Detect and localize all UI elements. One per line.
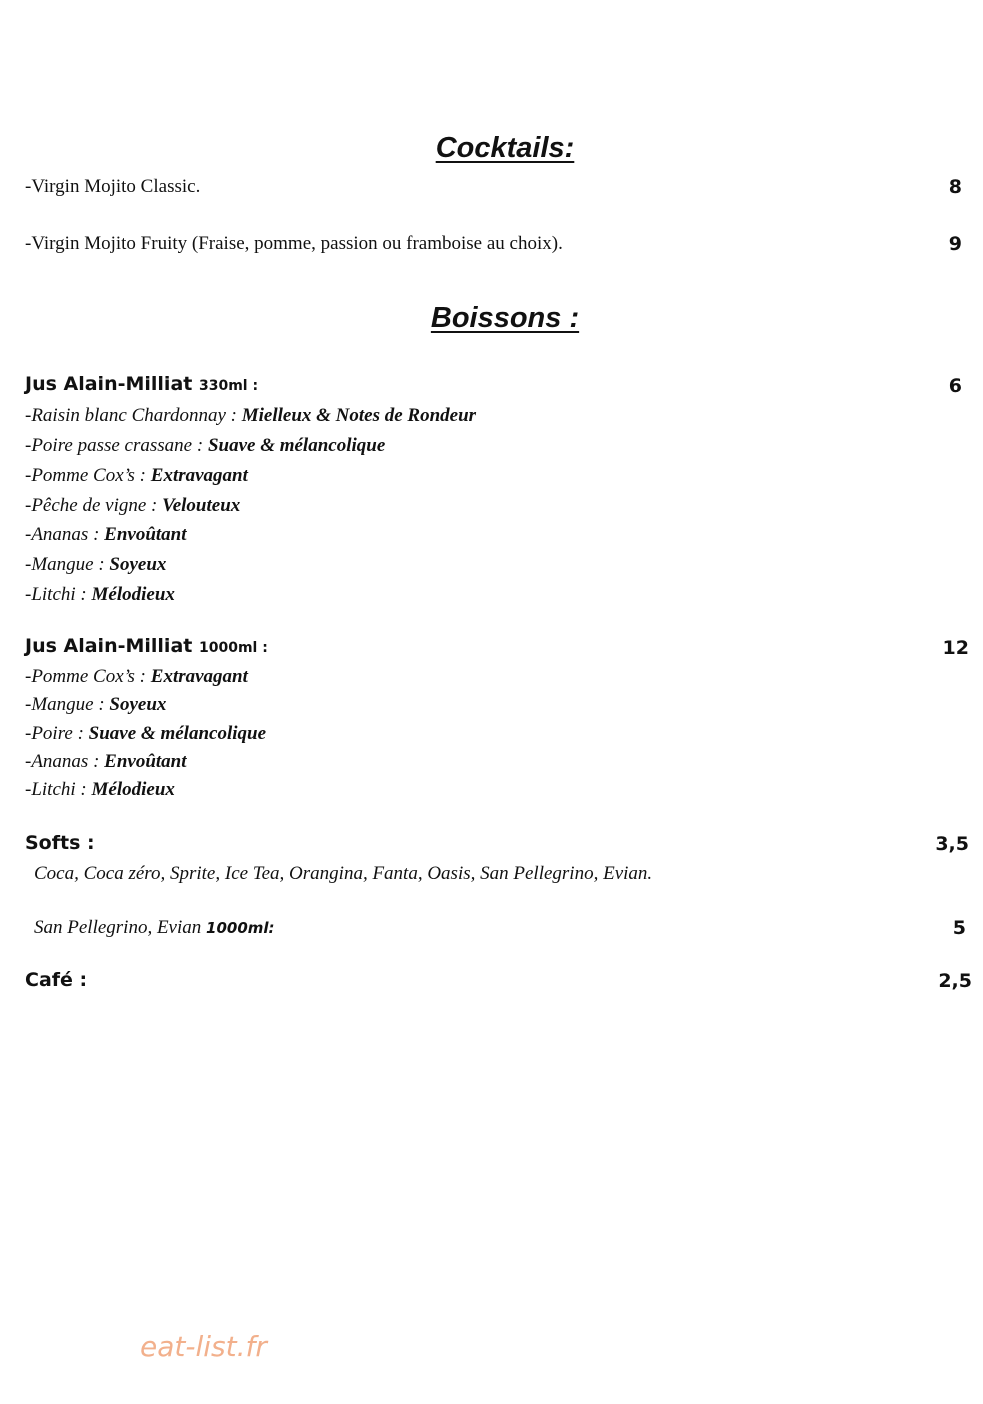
jus-330-item: -Poire passe crassane : Suave & mélancolique: [25, 435, 386, 456]
jus-330-price: 6: [948, 375, 962, 397]
softs-large-name: San Pellegrino, Evian: [34, 917, 207, 938]
jus-330-item: -Pomme Cox’s : Extravagant: [25, 465, 248, 486]
jus-330-name: Jus Alain-Milliat: [25, 373, 193, 395]
softs-large: [34, 917, 275, 939]
jus-1000-item: -Poire : Suave & mélancolique: [25, 723, 266, 744]
jus-1000-heading: [25, 635, 268, 657]
jus-1000-name: Jus Alain-Milliat: [25, 635, 193, 657]
jus-330-heading: [25, 373, 258, 395]
jus-1000-item: -Pomme Cox’s : Extravagant: [25, 666, 248, 687]
cocktails-heading: Cocktails:: [435, 132, 575, 164]
jus-1000-price: 12: [942, 637, 969, 659]
softs-heading: Softs :: [25, 832, 95, 854]
cocktail-price-classic: 8: [948, 176, 962, 198]
jus-330-item: -Pêche de vigne : Velouteux: [25, 495, 241, 516]
jus-330-item: -Ananas : Envoûtant: [25, 524, 187, 545]
jus-1000-item: -Litchi : Mélodieux: [25, 779, 175, 800]
softs-large-size: 1000ml:: [206, 919, 275, 937]
jus-1000-item: -Ananas : Envoûtant: [25, 751, 187, 772]
watermark-text: eat-list.fr: [140, 1330, 267, 1363]
jus-330-size: 330ml :: [198, 378, 259, 394]
cocktail-price-fruity: 9: [948, 233, 962, 255]
softs-list: Coca, Coca zéro, Sprite, Ice Tea, Orangina, Fanta, Oasis, San Pellegrino, Evian.: [34, 863, 653, 884]
cocktail-item-fruity: -Virgin Mojito Fruity (Fraise, pomme, passion ou framboise au choix).: [25, 233, 563, 254]
jus-330-item: -Raisin blanc Chardonnay : Mielleux & Notes de Rondeur: [25, 405, 477, 426]
cafe-heading: Café :: [25, 969, 88, 991]
jus-1000-size: 1000ml :: [198, 640, 268, 656]
boissons-heading: Boissons :: [430, 302, 580, 334]
cafe-price: 2,5: [938, 970, 972, 992]
softs-price: 3,5: [935, 833, 969, 855]
jus-330-item: -Litchi : Mélodieux: [25, 584, 175, 605]
cocktail-item-classic: -Virgin Mojito Classic.: [25, 176, 201, 197]
jus-1000-item: -Mangue : Soyeux: [25, 694, 167, 715]
softs-large-price: 5: [952, 917, 966, 939]
jus-330-item: -Mangue : Soyeux: [25, 554, 167, 575]
